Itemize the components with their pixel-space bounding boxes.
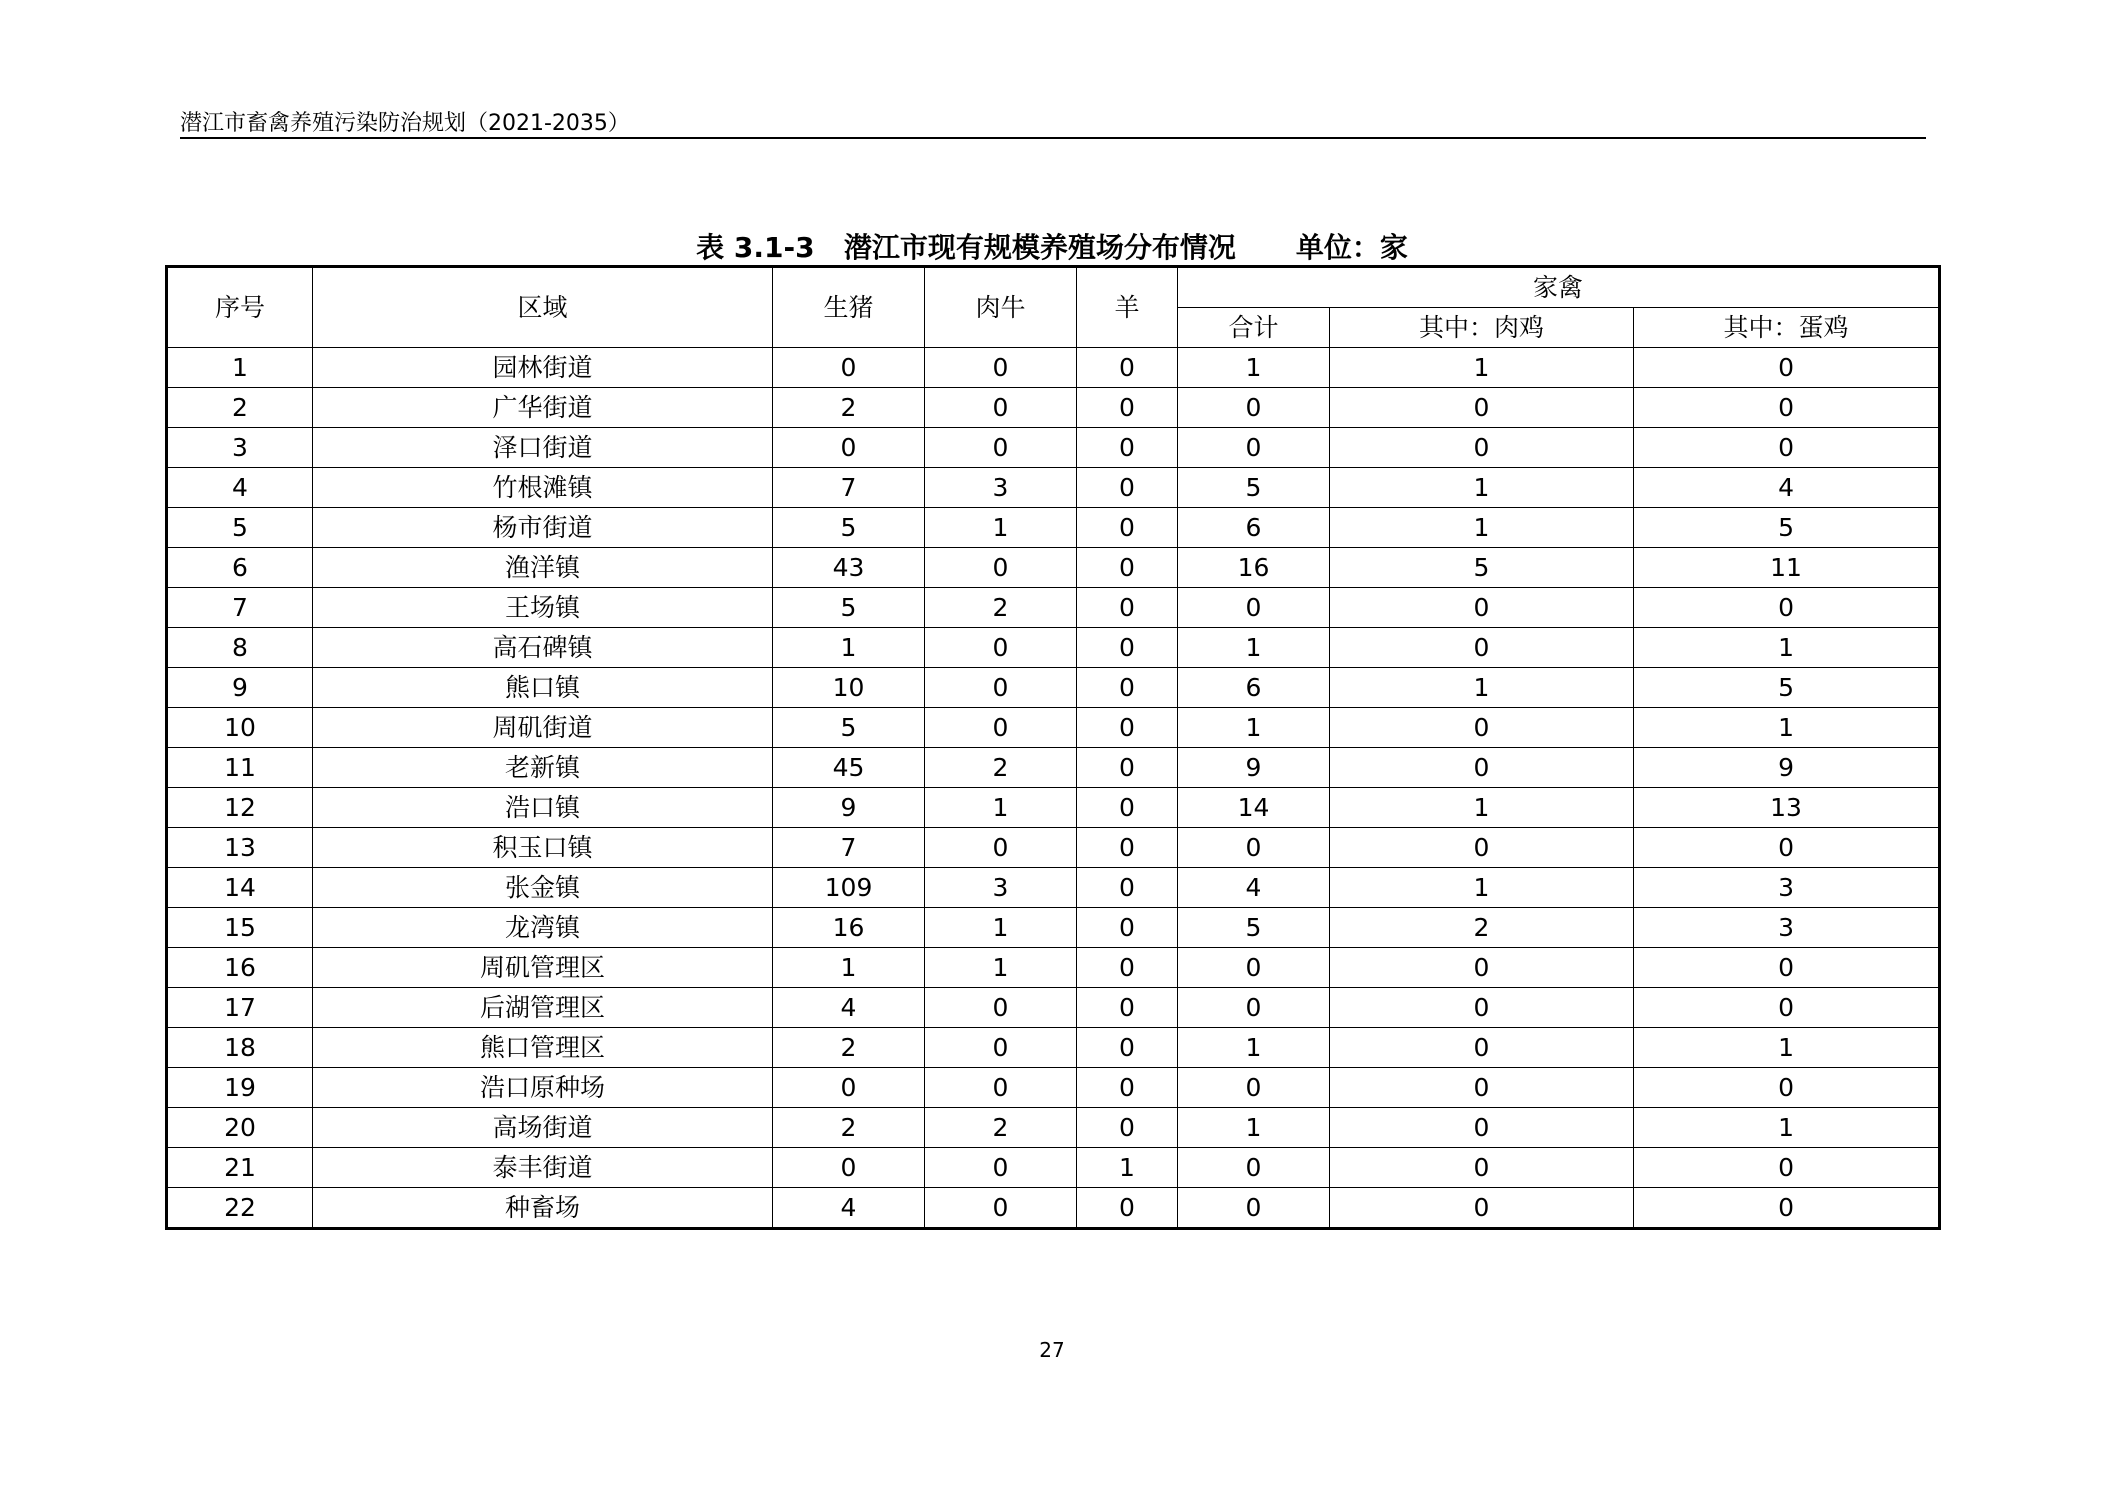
cell-poultry-total: 0 — [1178, 388, 1330, 428]
cell-poultry-total: 16 — [1178, 548, 1330, 588]
cell-beef: 2 — [925, 748, 1077, 788]
cell-pig: 4 — [773, 988, 925, 1028]
table-row — [167, 548, 1940, 588]
cell-beef: 3 — [925, 468, 1077, 508]
cell-sheep: 1 — [1077, 1148, 1178, 1188]
cell-broiler: 0 — [1330, 588, 1634, 628]
cell-broiler: 1 — [1330, 668, 1634, 708]
cell-poultry-total: 0 — [1178, 988, 1330, 1028]
table-number: 表 3.1-3 — [696, 231, 815, 264]
cell-beef: 1 — [925, 908, 1077, 948]
cell-region: 竹根滩镇 — [313, 468, 773, 508]
cell-broiler: 0 — [1330, 748, 1634, 788]
cell-index: 15 — [167, 908, 313, 948]
cell-region: 周矶街道 — [313, 708, 773, 748]
table-row — [167, 588, 1940, 628]
cell-sheep: 0 — [1077, 628, 1178, 668]
header-beef: 肉牛 — [925, 267, 1077, 348]
cell-beef: 0 — [925, 388, 1077, 428]
cell-broiler: 0 — [1330, 628, 1634, 668]
cell-region: 渔洋镇 — [313, 548, 773, 588]
cell-poultry-total: 6 — [1178, 508, 1330, 548]
table-row — [167, 508, 1940, 548]
cell-beef: 0 — [925, 1028, 1077, 1068]
cell-sheep: 0 — [1077, 388, 1178, 428]
cell-layer: 3 — [1634, 908, 1940, 948]
table-unit: 单位：家 — [1295, 231, 1408, 264]
cell-layer: 0 — [1634, 428, 1940, 468]
cell-index: 8 — [167, 628, 313, 668]
cell-layer: 0 — [1634, 1068, 1940, 1108]
cell-broiler: 1 — [1330, 788, 1634, 828]
table-row — [167, 868, 1940, 908]
cell-pig: 0 — [773, 1148, 925, 1188]
cell-region: 广华街道 — [313, 388, 773, 428]
cell-beef: 0 — [925, 348, 1077, 388]
cell-poultry-total: 6 — [1178, 668, 1330, 708]
cell-pig: 7 — [773, 468, 925, 508]
table-row — [167, 828, 1940, 868]
cell-sheep: 0 — [1077, 548, 1178, 588]
cell-index: 13 — [167, 828, 313, 868]
header-broiler: 其中：肉鸡 — [1330, 308, 1634, 348]
table-row — [167, 788, 1940, 828]
cell-poultry-total: 0 — [1178, 1068, 1330, 1108]
cell-broiler: 0 — [1330, 1188, 1634, 1229]
cell-poultry-total: 5 — [1178, 908, 1330, 948]
cell-sheep: 0 — [1077, 748, 1178, 788]
cell-layer: 5 — [1634, 668, 1940, 708]
cell-region: 后湖管理区 — [313, 988, 773, 1028]
cell-index: 17 — [167, 988, 313, 1028]
cell-index: 2 — [167, 388, 313, 428]
table-row — [167, 1068, 1940, 1108]
header-poultry: 家禽 — [1178, 267, 1940, 308]
cell-layer: 0 — [1634, 948, 1940, 988]
cell-region: 浩口原种场 — [313, 1068, 773, 1108]
cell-broiler: 0 — [1330, 1108, 1634, 1148]
cell-index: 14 — [167, 868, 313, 908]
cell-layer: 0 — [1634, 348, 1940, 388]
cell-sheep: 0 — [1077, 588, 1178, 628]
cell-beef: 1 — [925, 948, 1077, 988]
cell-region: 种畜场 — [313, 1188, 773, 1229]
cell-region: 高场街道 — [313, 1108, 773, 1148]
cell-region: 熊口镇 — [313, 668, 773, 708]
cell-beef: 0 — [925, 1188, 1077, 1229]
table-row — [167, 1148, 1940, 1188]
cell-sheep: 0 — [1077, 708, 1178, 748]
cell-layer: 0 — [1634, 1148, 1940, 1188]
table-row — [167, 1188, 1940, 1229]
cell-pig: 0 — [773, 428, 925, 468]
cell-region: 高石碑镇 — [313, 628, 773, 668]
cell-beef: 0 — [925, 988, 1077, 1028]
table-title — [0, 226, 2104, 266]
cell-poultry-total: 14 — [1178, 788, 1330, 828]
cell-layer: 1 — [1634, 1028, 1940, 1068]
table-row — [167, 908, 1940, 948]
cell-sheep: 0 — [1077, 948, 1178, 988]
table-row — [167, 388, 1940, 428]
table-row — [167, 348, 1940, 388]
cell-layer: 1 — [1634, 1108, 1940, 1148]
header-sheep: 羊 — [1077, 267, 1178, 348]
cell-pig: 43 — [773, 548, 925, 588]
header-region: 区域 — [313, 267, 773, 348]
cell-poultry-total: 1 — [1178, 1108, 1330, 1148]
cell-poultry-total: 0 — [1178, 1188, 1330, 1229]
cell-pig: 2 — [773, 1108, 925, 1148]
cell-beef: 0 — [925, 708, 1077, 748]
table-row — [167, 628, 1940, 668]
cell-beef: 2 — [925, 1108, 1077, 1148]
cell-layer: 13 — [1634, 788, 1940, 828]
cell-index: 12 — [167, 788, 313, 828]
cell-pig: 2 — [773, 1028, 925, 1068]
running-header: 潜江市畜禽养殖污染防治规划（2021-2035） — [180, 111, 630, 136]
cell-pig: 10 — [773, 668, 925, 708]
header-pig: 生猪 — [773, 267, 925, 348]
cell-sheep: 0 — [1077, 348, 1178, 388]
cell-layer: 1 — [1634, 708, 1940, 748]
cell-sheep: 0 — [1077, 428, 1178, 468]
cell-pig: 2 — [773, 388, 925, 428]
cell-pig: 7 — [773, 828, 925, 868]
table-name: 潜江市现有规模养殖场分布情况 — [843, 231, 1236, 264]
cell-beef: 0 — [925, 828, 1077, 868]
cell-poultry-total: 0 — [1178, 1148, 1330, 1188]
cell-sheep: 0 — [1077, 668, 1178, 708]
table-row — [167, 748, 1940, 788]
cell-sheep: 0 — [1077, 1068, 1178, 1108]
header-poultry-total: 合计 — [1178, 308, 1330, 348]
cell-layer: 4 — [1634, 468, 1940, 508]
cell-layer: 9 — [1634, 748, 1940, 788]
cell-beef: 1 — [925, 788, 1077, 828]
cell-pig: 109 — [773, 868, 925, 908]
cell-sheep: 0 — [1077, 1028, 1178, 1068]
cell-broiler: 1 — [1330, 868, 1634, 908]
cell-broiler: 1 — [1330, 508, 1634, 548]
cell-broiler: 0 — [1330, 828, 1634, 868]
cell-index: 22 — [167, 1188, 313, 1229]
table-row — [167, 948, 1940, 988]
cell-sheep: 0 — [1077, 1188, 1178, 1229]
cell-region: 浩口镇 — [313, 788, 773, 828]
cell-pig: 5 — [773, 708, 925, 748]
cell-sheep: 0 — [1077, 988, 1178, 1028]
cell-layer: 0 — [1634, 388, 1940, 428]
cell-region: 积玉口镇 — [313, 828, 773, 868]
header-index: 序号 — [167, 267, 313, 348]
header-row-top — [167, 267, 1940, 308]
cell-index: 3 — [167, 428, 313, 468]
cell-layer: 0 — [1634, 588, 1940, 628]
cell-pig: 0 — [773, 348, 925, 388]
header-layer: 其中：蛋鸡 — [1634, 308, 1940, 348]
cell-index: 18 — [167, 1028, 313, 1068]
cell-layer: 11 — [1634, 548, 1940, 588]
cell-index: 6 — [167, 548, 313, 588]
cell-index: 16 — [167, 948, 313, 988]
cell-poultry-total: 1 — [1178, 1028, 1330, 1068]
cell-poultry-total: 0 — [1178, 828, 1330, 868]
cell-pig: 5 — [773, 508, 925, 548]
cell-layer: 3 — [1634, 868, 1940, 908]
table-row — [167, 1028, 1940, 1068]
table-row — [167, 988, 1940, 1028]
cell-index: 21 — [167, 1148, 313, 1188]
cell-index: 7 — [167, 588, 313, 628]
cell-poultry-total: 0 — [1178, 588, 1330, 628]
cell-index: 1 — [167, 348, 313, 388]
cell-sheep: 0 — [1077, 908, 1178, 948]
cell-beef: 0 — [925, 628, 1077, 668]
table-row — [167, 668, 1940, 708]
table-row — [167, 468, 1940, 508]
cell-region: 周矶管理区 — [313, 948, 773, 988]
cell-sheep: 0 — [1077, 508, 1178, 548]
cell-poultry-total: 1 — [1178, 708, 1330, 748]
cell-index: 4 — [167, 468, 313, 508]
cell-broiler: 2 — [1330, 908, 1634, 948]
cell-beef: 0 — [925, 1068, 1077, 1108]
cell-poultry-total: 1 — [1178, 628, 1330, 668]
page-number: 27 — [1039, 1338, 1065, 1362]
cell-index: 5 — [167, 508, 313, 548]
cell-beef: 0 — [925, 428, 1077, 468]
cell-poultry-total: 5 — [1178, 468, 1330, 508]
cell-region: 老新镇 — [313, 748, 773, 788]
cell-region: 杨市街道 — [313, 508, 773, 548]
table-body — [167, 348, 1940, 1229]
cell-region: 张金镇 — [313, 868, 773, 908]
cell-poultry-total: 0 — [1178, 948, 1330, 988]
cell-broiler: 0 — [1330, 988, 1634, 1028]
cell-region: 熊口管理区 — [313, 1028, 773, 1068]
cell-region: 龙湾镇 — [313, 908, 773, 948]
table-row — [167, 708, 1940, 748]
cell-region: 园林街道 — [313, 348, 773, 388]
cell-broiler: 0 — [1330, 1028, 1634, 1068]
cell-sheep: 0 — [1077, 788, 1178, 828]
cell-sheep: 0 — [1077, 868, 1178, 908]
cell-poultry-total: 1 — [1178, 348, 1330, 388]
cell-broiler: 0 — [1330, 1148, 1634, 1188]
cell-broiler: 0 — [1330, 708, 1634, 748]
cell-broiler: 1 — [1330, 348, 1634, 388]
cell-index: 11 — [167, 748, 313, 788]
cell-layer: 5 — [1634, 508, 1940, 548]
cell-beef: 0 — [925, 1148, 1077, 1188]
cell-beef: 3 — [925, 868, 1077, 908]
cell-pig: 0 — [773, 1068, 925, 1108]
cell-pig: 16 — [773, 908, 925, 948]
cell-pig: 1 — [773, 628, 925, 668]
cell-poultry-total: 0 — [1178, 428, 1330, 468]
cell-index: 20 — [167, 1108, 313, 1148]
cell-layer: 0 — [1634, 1188, 1940, 1229]
cell-broiler: 0 — [1330, 1068, 1634, 1108]
cell-pig: 5 — [773, 588, 925, 628]
cell-index: 9 — [167, 668, 313, 708]
table-row — [167, 428, 1940, 468]
cell-layer: 1 — [1634, 628, 1940, 668]
farm-distribution-table — [165, 265, 1941, 1230]
table-row — [167, 1108, 1940, 1148]
cell-broiler: 5 — [1330, 548, 1634, 588]
cell-sheep: 0 — [1077, 468, 1178, 508]
cell-region: 泰丰街道 — [313, 1148, 773, 1188]
cell-broiler: 0 — [1330, 388, 1634, 428]
cell-sheep: 0 — [1077, 1108, 1178, 1148]
cell-pig: 45 — [773, 748, 925, 788]
cell-region: 王场镇 — [313, 588, 773, 628]
cell-broiler: 0 — [1330, 948, 1634, 988]
cell-region: 泽口街道 — [313, 428, 773, 468]
cell-beef: 1 — [925, 508, 1077, 548]
cell-broiler: 1 — [1330, 468, 1634, 508]
header-rule — [180, 137, 1926, 139]
cell-beef: 0 — [925, 668, 1077, 708]
cell-layer: 0 — [1634, 988, 1940, 1028]
cell-beef: 2 — [925, 588, 1077, 628]
cell-poultry-total: 4 — [1178, 868, 1330, 908]
cell-index: 10 — [167, 708, 313, 748]
cell-pig: 9 — [773, 788, 925, 828]
cell-pig: 1 — [773, 948, 925, 988]
cell-poultry-total: 9 — [1178, 748, 1330, 788]
cell-index: 19 — [167, 1068, 313, 1108]
cell-pig: 4 — [773, 1188, 925, 1229]
cell-layer: 0 — [1634, 828, 1940, 868]
cell-broiler: 0 — [1330, 428, 1634, 468]
cell-beef: 0 — [925, 548, 1077, 588]
cell-sheep: 0 — [1077, 828, 1178, 868]
